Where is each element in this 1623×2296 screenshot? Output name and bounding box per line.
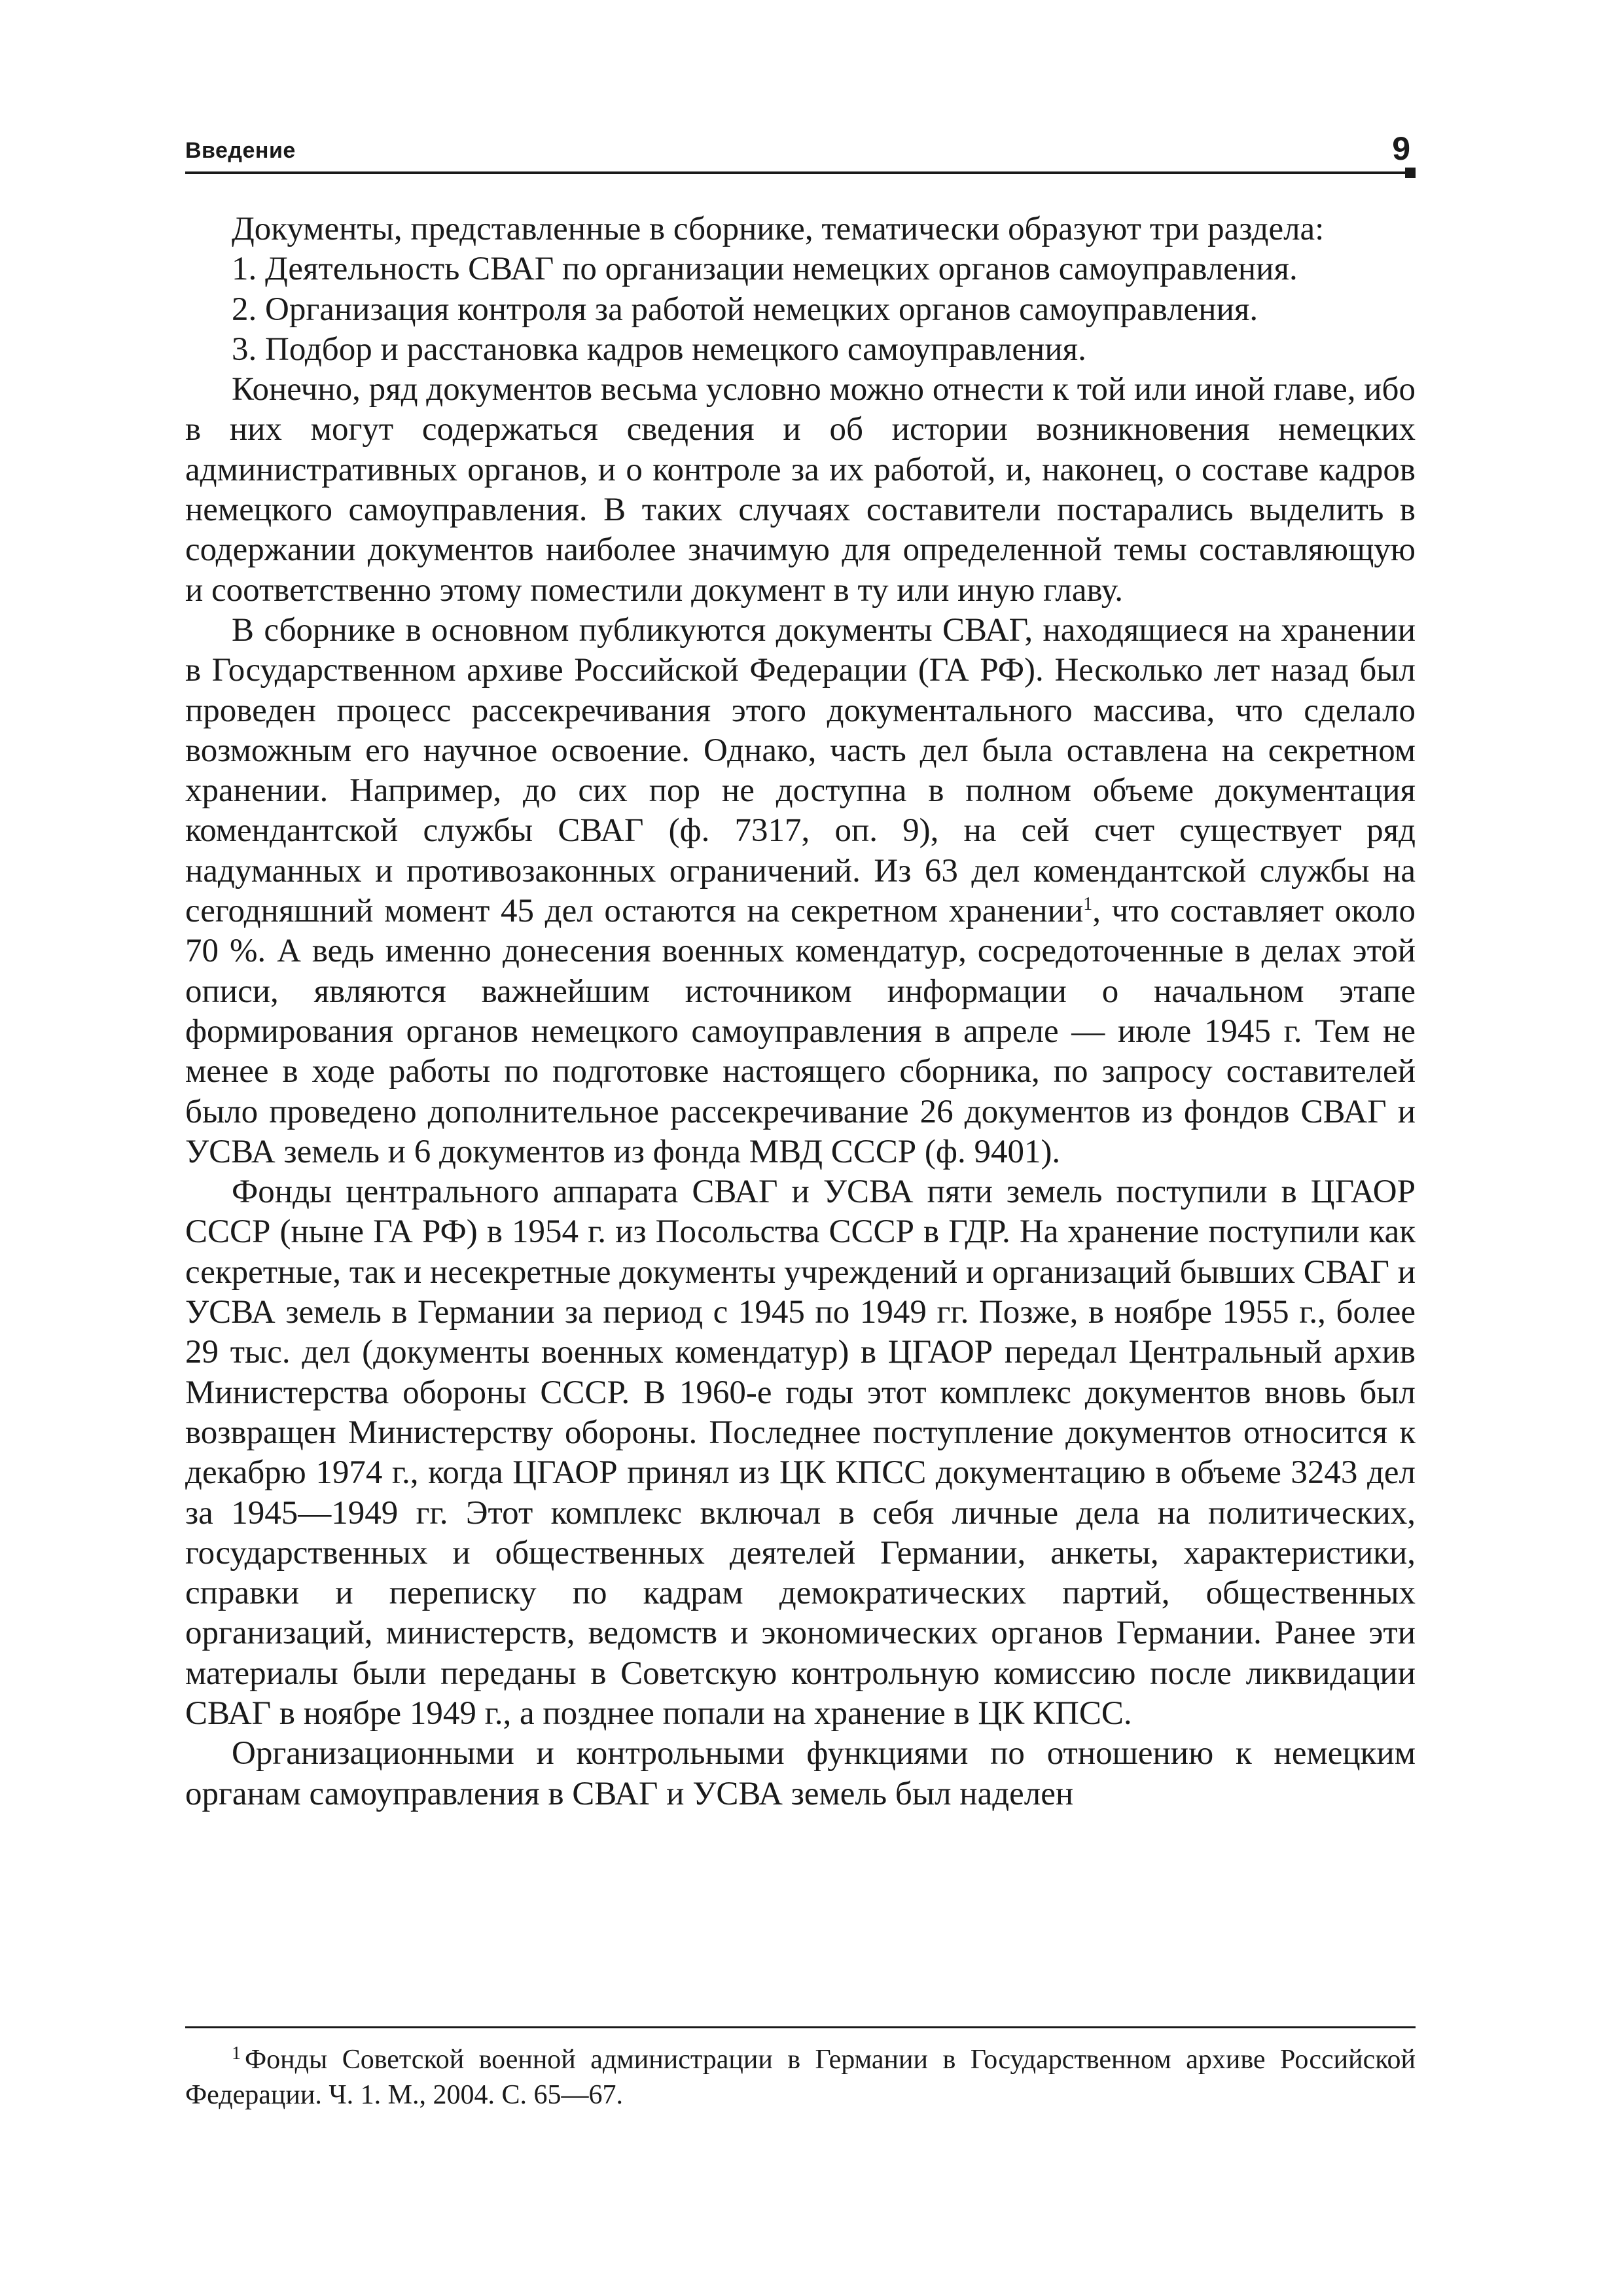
header-rule [185, 171, 1416, 174]
section-title: Введение [185, 138, 296, 163]
header-rule-end [1405, 168, 1416, 178]
list-item-2: 2. Организация контроля за работой немецких органов самоуправления. [232, 291, 1258, 328]
paragraph-archive-continued: , что составляет около 70 %. А ведь именно донесения военных комендатур, сосредоточенные в делах этой описи, являются важнейшим источником информации о начальном этапе формирования органов немецкого самоуправления в апреле — июле 1945 г. Тем не менее в ходе работы по подготовке настоящего сборника, по запросу составителей было проведено дополнительное рассекречивание 26 документов из фондов СВАГ и УСВА земель и 6 документов из фонда МВД СССР (ф. 9401). [185, 893, 1416, 1170]
paragraph-chapters: Конечно, ряд документов весьма условно можно отнести к той или иной главе, ибо в них могут содержаться сведения и об истории возникновения немецких административных органов, и о контроле за их работой, и, наконец, о составе кадров немецкого самоуправления. В таких случаях составители постарались выделить в содержании документов наиболее значимую для определенной темы составляющую и соответственно этому поместили документ в ту или иную главу. [185, 371, 1416, 609]
footnotes [185, 2042, 1416, 2113]
main-text [185, 209, 1416, 1814]
footnote-text: Фонды Советской военной администрации в Германии в Государственном архиве Российской Федерации. Ч. 1. М., 2004. С. 65—67. [185, 2045, 1416, 2110]
footnote-rule [185, 2026, 1416, 2028]
paragraph-functions: Организационными и контрольными функциями по отношению к немецким органам самоуправления в СВАГ и УСВА земель был наделен [185, 1735, 1416, 1812]
paragraph-archive-text: В сборнике в основном публикуются документы СВАГ, находящиеся на хранении в Государственном архиве Российской Федерации (ГА РФ). Несколько лет назад был проведен процесс рассекречивания этого документального массива, что сделало возможным его научное освоение. Однако, часть дел была оставлена на секретном хранении. Например, до сих пор не доступна в полном объеме документация комендантской службы СВАГ (ф. 7317, оп. 9), на сей счет существует ряд надуманных и противозаконных ограничений. Из 63 дел комендантской службы на сегодняшний момент 45 дел остаются на секретном хранении [185, 611, 1416, 930]
list-item-1: 1. Деятельность СВАГ по организации немецких органов самоуправления. [232, 251, 1298, 288]
footnote-marker: 1 [232, 2043, 241, 2064]
paragraph-intro: Документы, представленные в сборнике, тематически образуют три раздела: [232, 211, 1325, 247]
list-item-3: 3. Подбор и расстановка кадров немецкого самоуправления. [232, 331, 1086, 368]
footnote [185, 2042, 1416, 2113]
paragraph-archive [185, 611, 1416, 1172]
paragraph-funds: Фонды центрального аппарата СВАГ и УСВА пяти земель поступили в ЦГАОР СССР (ныне ГА РФ) в 1954 г. из Посольства СССР в ГДР. На хранение поступили как секретные, так и несекретные документы учреждений и организаций бывших СВАГ и УСВА земель в Германии за период с 1945 по 1949 гг. Позже, в ноябре 1955 г., более 29 тыс. дел (документы военных комендатур) в ЦГАОР передал Центральный архив Министерства обороны СССР. В 1960-е годы этот комплекс документов вновь был возвращен Министерству обороны. Последнее поступление документов относится к декабрю 1974 г., когда ЦГАОР принял из ЦК КПСС документацию в объеме 3243 дел за 1945—1949 гг. Этот комплекс включал в себя личные дела на политических, государственных и общественных деятелей Германии, анкеты, характеристики, справки и переписку по кадрам демократических партий, общественных организаций, министерств, ведомств и экономических органов Германии. Ранее эти материалы были переданы в Советскую контрольную комиссию после ликвидации СВАГ в ноябре 1949 г., а позднее попали на хранение в ЦК КПСС. [185, 1174, 1416, 1732]
page-number: 9 [1392, 130, 1410, 167]
running-header [185, 128, 1416, 174]
footnote-reference[interactable]: 1 [1083, 894, 1093, 915]
